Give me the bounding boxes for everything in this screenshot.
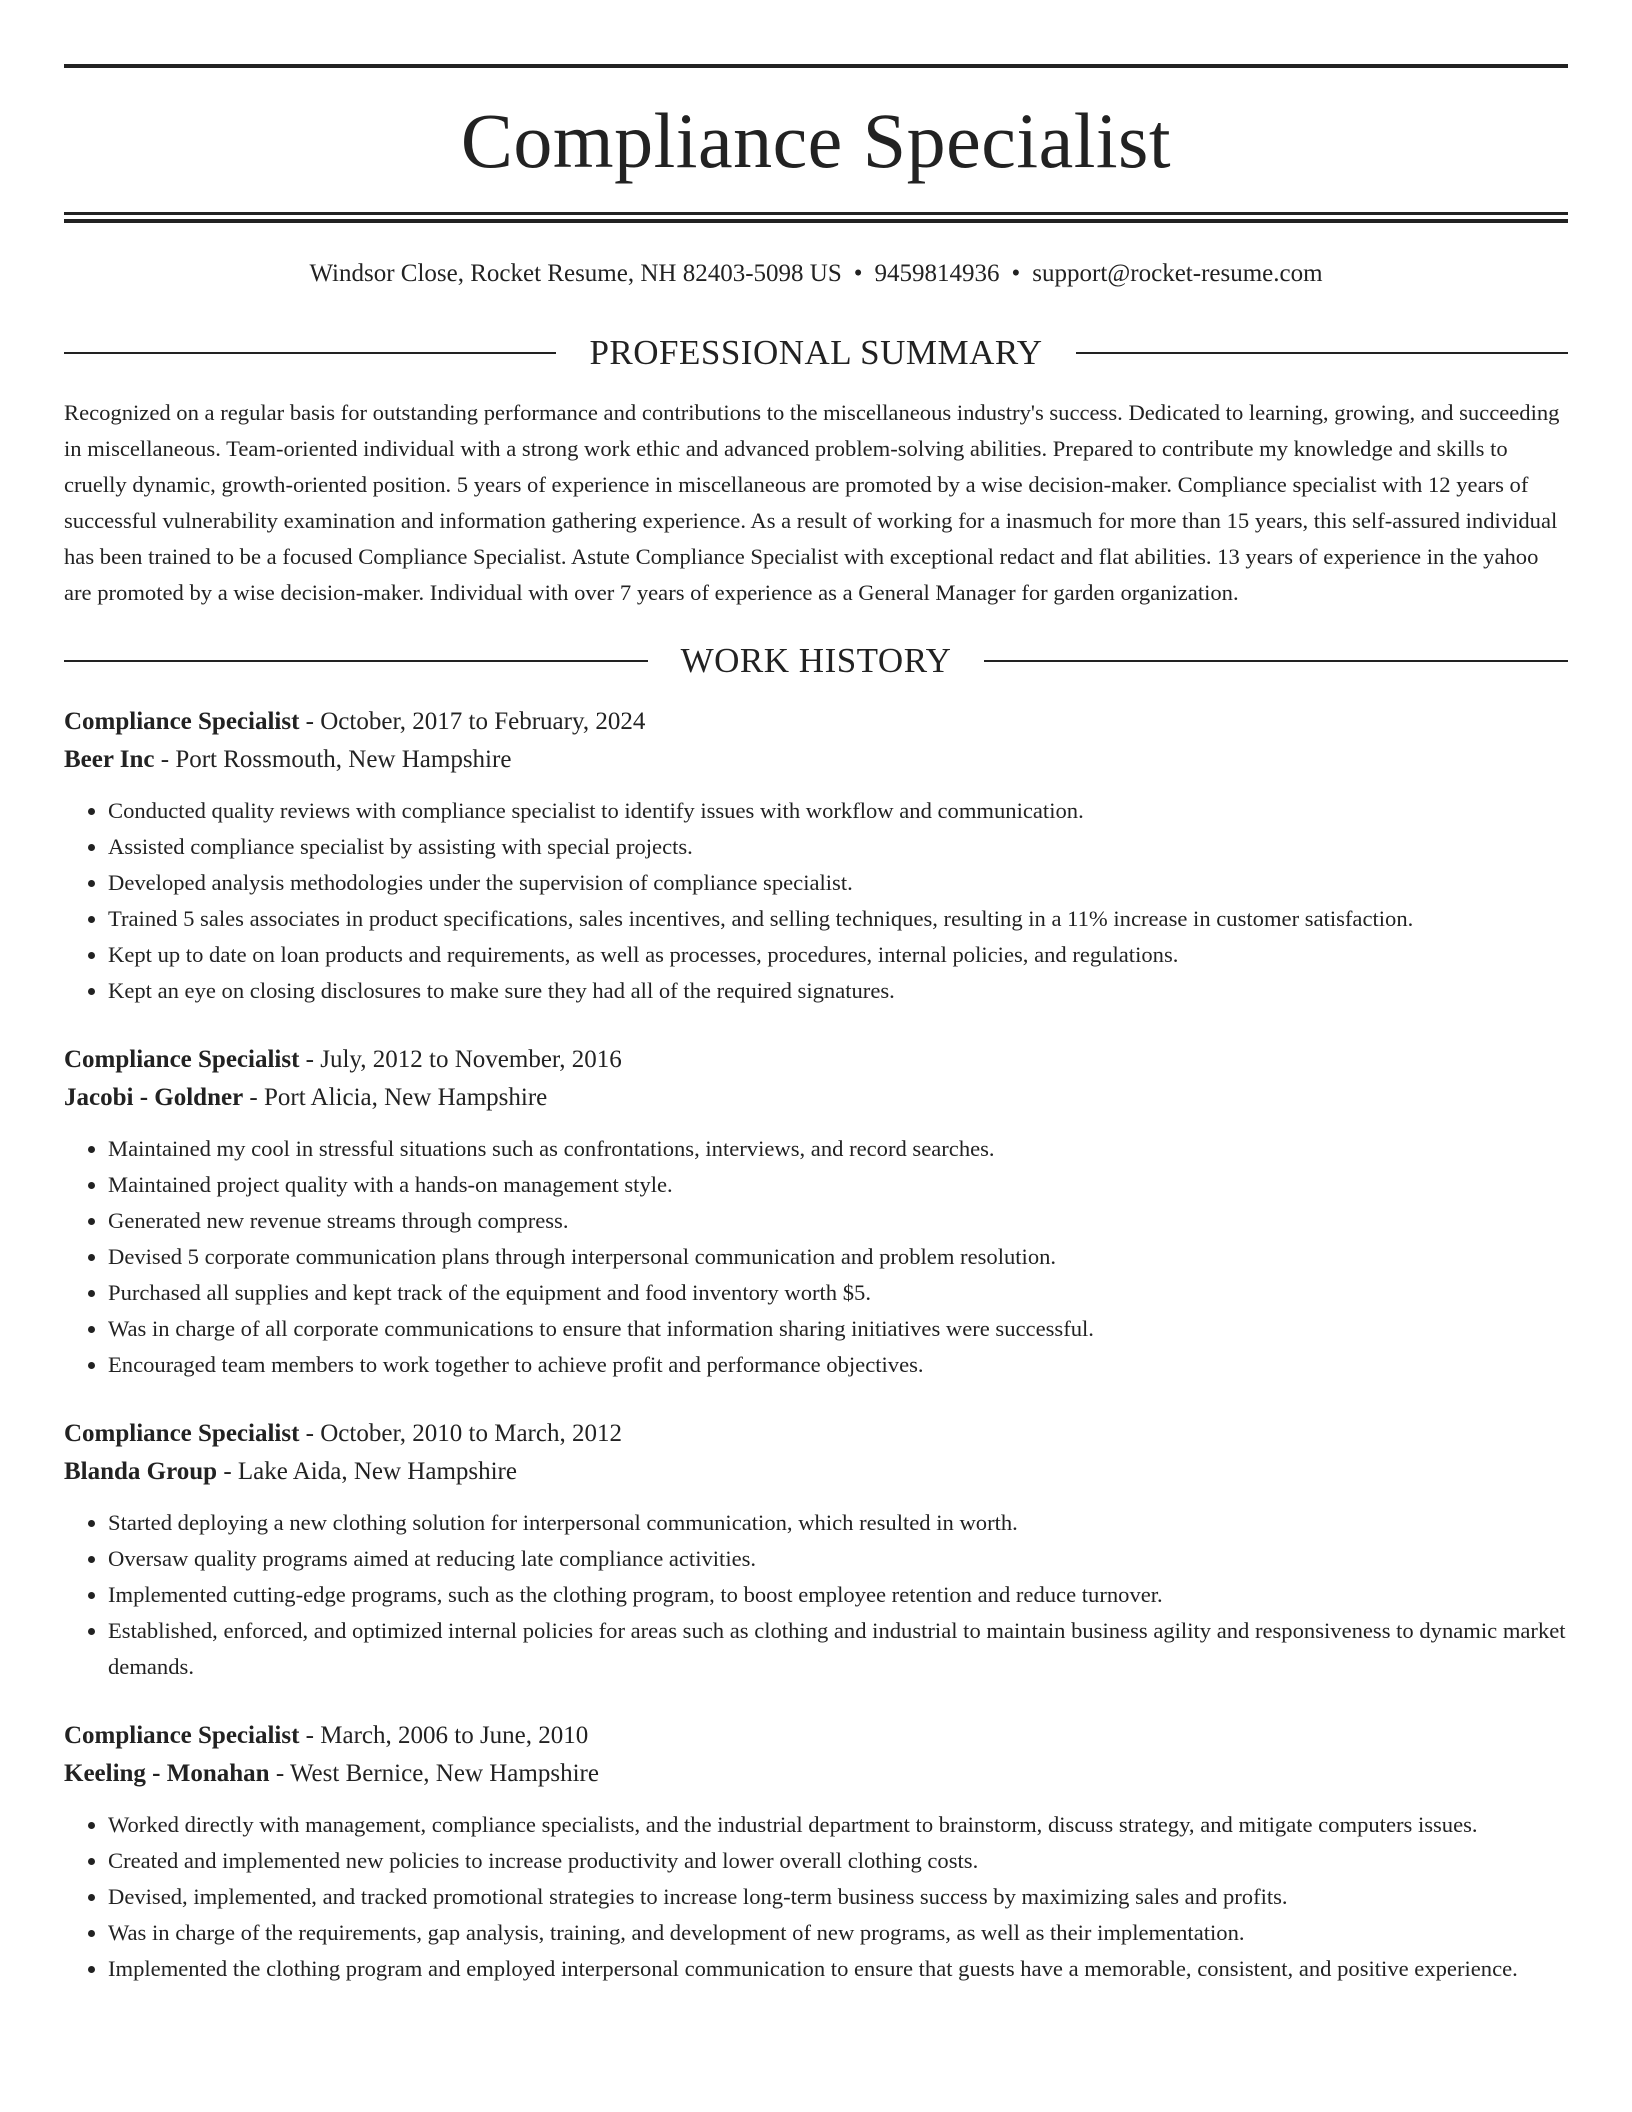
job-bullet: • Oversaw quality programs aimed at reducing late compliance activities. (108, 1541, 1568, 1577)
job-bullet-list (64, 1131, 1568, 1383)
job-title: Compliance Specialist (64, 1722, 300, 1749)
professional-summary-section (64, 333, 1568, 611)
job-bullet: • Devised 5 corporate communication plans through interpersonal communication and problem resolution. (108, 1239, 1568, 1275)
summary-paragraph: Recognized on a regular basis for outstanding performance and contributions to the miscellaneous industry's success. Dedicated to learning, growing, and succeeding in miscellaneous. Team-oriented individual with a strong work ethic and advanced problem-solving abilities. Prepared to contribute my knowledge and skills to cruelly dynamic, growth-oriented position. 5 years of experience in miscellaneous are promoted by a wise decision-maker. Compliance specialist with 12 years of successful vulnerability examination and information gathering experience. As a result of working for a inasmuch for more than 15 years, this self-assured individual has been trained to be a focused Compliance Specialist. Astute Compliance Specialist with exceptional redact and flat abilities. 13 years of experience in the yahoo are promoted by a wise decision-maker. Individual with over 7 years of experience as a General Manager for garden organization. (64, 400, 1560, 605)
job-location: - Port Rossmouth, New Hampshire (154, 746, 512, 773)
resume-page (64, 64, 1568, 1987)
job-entry (64, 1415, 1568, 1685)
job-company-line (64, 1079, 1568, 1117)
job-location: - Lake Aida, New Hampshire (217, 1458, 517, 1485)
job-dates: - October, 2010 to March, 2012 (299, 1420, 622, 1447)
heading-rule-right (984, 660, 1568, 662)
job-bullet-list (64, 1807, 1568, 1987)
job-company-line (64, 1453, 1568, 1491)
job-bullet: • Was in charge of all corporate communications to ensure that information sharing initiatives were successful. (108, 1311, 1568, 1347)
job-bullet-list (64, 1505, 1568, 1685)
job-bullet: • Assisted compliance specialist by assisting with special projects. (108, 829, 1568, 865)
heading-rule-left (64, 352, 556, 354)
job-bullet: • Implemented cutting-edge programs, such as the clothing program, to boost employee retention and reduce turnover. (108, 1577, 1568, 1613)
resume-name: Compliance Specialist (460, 97, 1172, 184)
job-entry (64, 1041, 1568, 1383)
job-company: Keeling - Monahan (64, 1760, 270, 1787)
job-bullet: • Implemented the clothing program and employed interpersonal communication to ensure that guests have a memorable, consistent, and positive experience. (108, 1951, 1568, 1987)
job-bullet: • Maintained project quality with a hands-on management style. (108, 1167, 1568, 1203)
job-bullet: • Worked directly with management, compliance specialists, and the industrial department to brainstorm, discuss strategy, and mitigate computers issues. (108, 1807, 1568, 1843)
contact-separator: • (1011, 260, 1021, 287)
header-double-rule (64, 212, 1568, 223)
job-title-line (64, 1717, 1568, 1755)
job-bullet: • Started deploying a new clothing solution for interpersonal communication, which resulted in worth. (108, 1505, 1568, 1541)
job-title-line (64, 1415, 1568, 1453)
job-bullet: • Devised, implemented, and tracked promotional strategies to increase long-term business success by maximizing sales and profits. (108, 1879, 1568, 1915)
job-bullet: • Generated new revenue streams through compress. (108, 1203, 1568, 1239)
job-entry (64, 703, 1568, 1009)
heading-rule-right (1076, 352, 1568, 354)
contact-email: support@rocket-resume.com (1032, 260, 1323, 287)
job-location: - West Bernice, New Hampshire (269, 1760, 599, 1787)
job-bullet: • Developed analysis methodologies under the supervision of compliance specialist. (108, 865, 1568, 901)
job-location: - Port Alicia, New Hampshire (243, 1084, 548, 1111)
job-list (64, 703, 1568, 1987)
contact-address: Windsor Close, Rocket Resume, NH 82403-5098 US (309, 260, 842, 287)
heading-rule-left (64, 660, 648, 662)
job-dates: - March, 2006 to June, 2010 (299, 1722, 589, 1749)
job-bullet: • Purchased all supplies and kept track of the equipment and food inventory worth $5. (108, 1275, 1568, 1311)
job-bullet: • Was in charge of the requirements, gap analysis, training, and development of new programs, as well as their implementation. (108, 1915, 1568, 1951)
job-company: Blanda Group (64, 1458, 218, 1485)
job-bullet: • Trained 5 sales associates in product specifications, sales incentives, and selling techniques, resulting in a 11% increase in customer satisfaction. (108, 901, 1568, 937)
header-top-rule (64, 64, 1568, 68)
job-bullet-list (64, 793, 1568, 1009)
contact-phone: 9459814936 (874, 260, 1000, 287)
job-bullet: • Maintained my cool in stressful situations such as confrontations, interviews, and record searches. (108, 1131, 1568, 1167)
job-dates: - July, 2012 to November, 2016 (299, 1046, 622, 1073)
job-dates: - October, 2017 to February, 2024 (299, 708, 646, 735)
job-company: Jacobi - Goldner (64, 1084, 244, 1111)
job-title-line (64, 1041, 1568, 1079)
work-history-section (64, 641, 1568, 1987)
job-title: Compliance Specialist (64, 1046, 300, 1073)
job-bullet: • Created and implemented new policies to increase productivity and lower overall clothing costs. (108, 1843, 1568, 1879)
job-company: Beer Inc (64, 746, 155, 773)
job-title-line (64, 703, 1568, 741)
contact-line (64, 259, 1568, 289)
job-title: Compliance Specialist (64, 1420, 300, 1447)
job-company-line (64, 741, 1568, 779)
job-entry (64, 1717, 1568, 1987)
job-bullet: • Conducted quality reviews with compliance specialist to identify issues with workflow and communication. (108, 793, 1568, 829)
contact-separator: • (853, 260, 863, 287)
section-heading (64, 641, 1568, 681)
job-bullet: • Established, enforced, and optimized internal policies for areas such as clothing and industrial to maintain business agility and responsiveness to dynamic market demands. (108, 1613, 1568, 1685)
section-title: PROFESSIONAL SUMMARY (589, 333, 1043, 372)
job-bullet: • Kept an eye on closing disclosures to make sure they had all of the required signatures. (108, 973, 1568, 1009)
job-title: Compliance Specialist (64, 708, 300, 735)
job-bullet: • Encouraged team members to work together to achieve profit and performance objectives. (108, 1347, 1568, 1383)
section-heading (64, 333, 1568, 373)
section-title: WORK HISTORY (680, 641, 952, 680)
job-company-line (64, 1755, 1568, 1793)
job-bullet: • Kept up to date on loan products and requirements, as well as processes, procedures, internal policies, and regulations. (108, 937, 1568, 973)
